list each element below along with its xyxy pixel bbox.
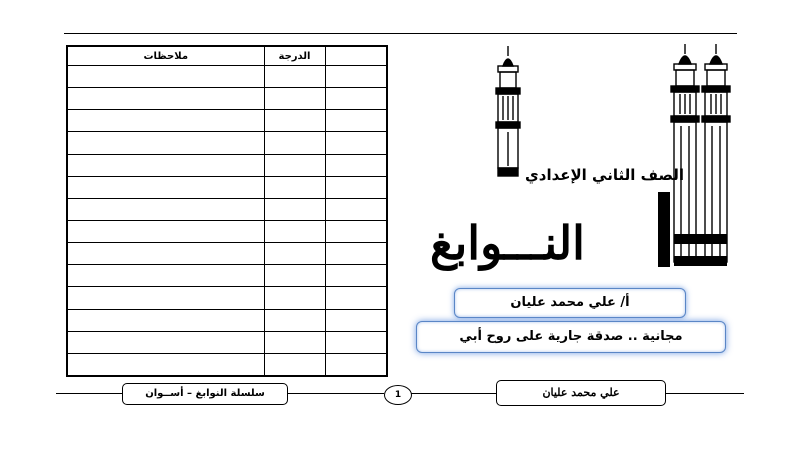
table-cell	[67, 88, 264, 110]
footer-rule-middle-left	[286, 393, 384, 394]
blank-column-header	[325, 46, 387, 66]
table-cell	[67, 243, 264, 265]
table-cell	[264, 110, 325, 132]
table-cell	[264, 176, 325, 198]
table-cell	[67, 110, 264, 132]
table-row	[67, 176, 387, 198]
table-cell	[264, 88, 325, 110]
table-cell	[264, 198, 325, 220]
table-cell	[264, 265, 325, 287]
table-row	[67, 331, 387, 353]
footer-rule-right	[664, 393, 744, 394]
notes-column-header: ملاحظات	[67, 46, 264, 66]
table-row	[67, 243, 387, 265]
table-row	[67, 220, 387, 242]
table-cell	[325, 353, 387, 376]
top-rule	[64, 33, 737, 34]
dedication-box: مجانية .. صدقة جارية على روح أبي	[416, 321, 726, 353]
minaret-middle-icon	[671, 44, 699, 262]
footer-rule-middle-right	[410, 393, 496, 394]
table-cell	[325, 132, 387, 154]
table-cell	[67, 287, 264, 309]
table-cell	[264, 132, 325, 154]
table-cell	[264, 154, 325, 176]
table-cell	[264, 309, 325, 331]
table-cell	[67, 331, 264, 353]
table-row	[67, 265, 387, 287]
table-row	[67, 198, 387, 220]
table-cell	[325, 154, 387, 176]
table-cell	[325, 110, 387, 132]
grades-table-header-row	[67, 46, 387, 66]
series-title: النـــوابغ	[430, 216, 585, 270]
table-cell	[325, 198, 387, 220]
table-row	[67, 132, 387, 154]
table-cell	[325, 287, 387, 309]
table-cell	[67, 132, 264, 154]
table-cell	[264, 220, 325, 242]
table-cell	[67, 154, 264, 176]
table-cell	[67, 265, 264, 287]
grade-title: الصف الثاني الإعدادي	[525, 166, 685, 184]
table-row	[67, 353, 387, 376]
grades-table	[66, 45, 386, 377]
author-box: أ/ علي محمد عليان	[454, 288, 686, 318]
table-cell	[264, 331, 325, 353]
table-cell	[67, 220, 264, 242]
minaret-right-icon	[702, 44, 730, 262]
table-cell	[325, 309, 387, 331]
table-row	[67, 110, 387, 132]
table-row	[67, 309, 387, 331]
table-cell	[67, 353, 264, 376]
table-cell	[67, 66, 264, 88]
table-cell	[325, 331, 387, 353]
minaret-left-icon	[496, 46, 520, 176]
table-row	[67, 154, 387, 176]
table-cell	[325, 66, 387, 88]
calligraphy-stroke-icon	[658, 192, 727, 267]
table-cell	[67, 309, 264, 331]
table-cell	[325, 176, 387, 198]
table-row	[67, 66, 387, 88]
table-cell	[325, 265, 387, 287]
table-cell	[325, 243, 387, 265]
table-cell	[67, 176, 264, 198]
table-cell	[264, 243, 325, 265]
table-cell	[264, 353, 325, 376]
table-cell	[264, 287, 325, 309]
footer-rule-left	[56, 393, 122, 394]
page-number: 1	[384, 385, 412, 405]
table-row	[67, 287, 387, 309]
score-column-header: الدرجة	[264, 46, 325, 66]
footer-author-label: علي محمد عليان	[496, 380, 666, 406]
table-cell	[325, 88, 387, 110]
table-cell	[67, 198, 264, 220]
table-cell	[325, 220, 387, 242]
table-row	[67, 88, 387, 110]
footer-series-label: سلسلة النوابغ – أســوان	[122, 383, 288, 405]
table-cell	[264, 66, 325, 88]
